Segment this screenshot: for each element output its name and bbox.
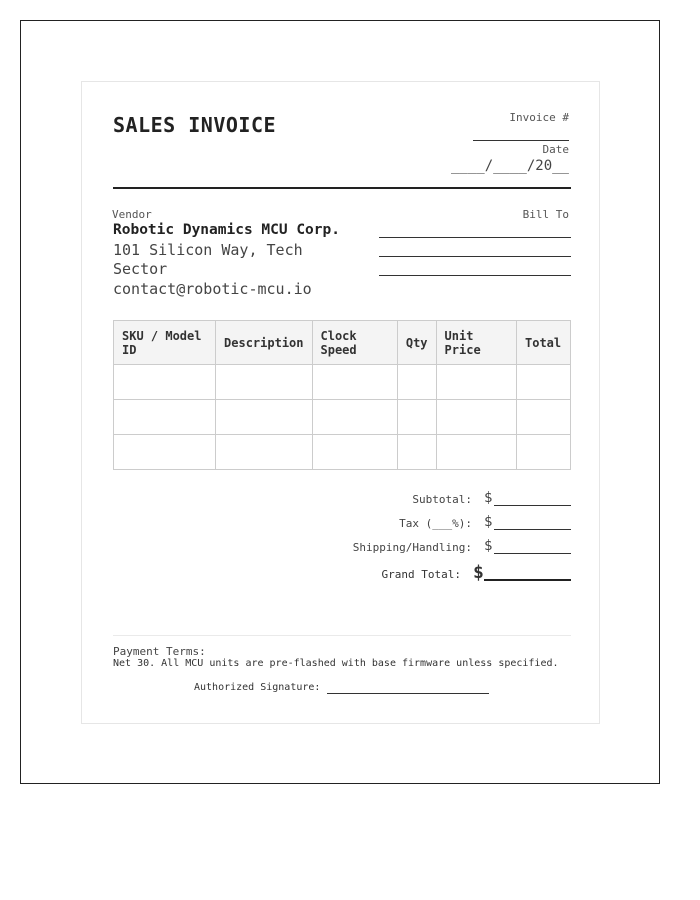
column-header-clock-speed (312, 321, 397, 365)
table-header-row (114, 321, 571, 365)
column-header-description (216, 321, 312, 365)
table-cell[interactable] (312, 365, 397, 400)
bill-to-label: Bill To (522, 208, 569, 221)
signature-label: Authorized Signature: (194, 682, 321, 693)
date-field[interactable]: ____/____/20__ (450, 158, 569, 174)
header-line: Clock (320, 328, 357, 343)
table-cell[interactable] (436, 365, 516, 400)
payment-terms-text: Net 30. All MCU units are pre-flashed with base firmware unless specified. (113, 658, 559, 669)
bill-to-field[interactable] (379, 256, 571, 257)
header-line: Speed (320, 342, 357, 357)
header-line: Total (525, 335, 562, 350)
table-row (114, 400, 571, 435)
dollar-sign: $ (473, 562, 484, 583)
line-items-table (113, 320, 571, 470)
vendor-name: Robotic Dynamics MCU Corp. (113, 222, 340, 238)
invoice-sheet (81, 81, 600, 724)
signature-field[interactable] (327, 693, 489, 694)
vendor-address-line: Sector (113, 260, 168, 278)
date-label: Date (542, 143, 569, 156)
table-cell[interactable] (517, 400, 571, 435)
grand-total-field[interactable] (484, 579, 571, 581)
footer-divider (113, 635, 571, 636)
table-cell[interactable] (517, 365, 571, 400)
table-cell[interactable] (436, 400, 516, 435)
payment-terms-label: Payment Terms: (113, 645, 206, 658)
table-cell[interactable] (397, 400, 436, 435)
bill-to-field[interactable] (379, 275, 571, 276)
shipping-label: Shipping/Handling: (352, 541, 472, 554)
column-header-total (517, 321, 571, 365)
dollar-sign: $ (484, 490, 493, 506)
header-line: Qty (405, 335, 428, 350)
invoice-number-field[interactable] (473, 140, 569, 141)
shipping-field[interactable] (494, 553, 571, 554)
dollar-sign: $ (484, 538, 493, 554)
table-cell[interactable] (397, 435, 436, 470)
subtotal-field[interactable] (494, 505, 571, 506)
grand-total-label: Grand Total: (381, 568, 461, 581)
tax-field[interactable] (494, 529, 571, 530)
header-line: Price (444, 342, 481, 357)
header-line: Unit (444, 328, 474, 343)
table-cell[interactable] (216, 365, 312, 400)
vendor-label: Vendor (112, 208, 152, 221)
subtotal-label: Subtotal: (412, 493, 472, 506)
column-header-unit-price (436, 321, 516, 365)
table-cell[interactable] (436, 435, 516, 470)
tax-label: Tax (___%): (399, 517, 472, 530)
header-line: SKU / Model (122, 328, 202, 343)
table-cell[interactable] (517, 435, 571, 470)
vendor-address-line: 101 Silicon Way, Tech (113, 241, 303, 259)
table-row (114, 365, 571, 400)
table-cell[interactable] (114, 435, 216, 470)
table-cell[interactable] (114, 365, 216, 400)
column-header-qty (397, 321, 436, 365)
invoice-title: SALES INVOICE (113, 113, 277, 137)
table-cell[interactable] (114, 400, 216, 435)
table-cell[interactable] (216, 435, 312, 470)
table-cell[interactable] (312, 400, 397, 435)
vendor-email: contact@robotic-mcu.io (113, 280, 312, 298)
column-header-sku (114, 321, 216, 365)
header-line: Description (224, 335, 304, 350)
table-cell[interactable] (397, 365, 436, 400)
table-cell[interactable] (312, 435, 397, 470)
header-divider (113, 187, 571, 189)
dollar-sign: $ (484, 514, 493, 530)
invoice-number-label: Invoice # (509, 111, 569, 124)
table-cell[interactable] (216, 400, 312, 435)
header-line: ID (122, 342, 137, 357)
bill-to-field[interactable] (379, 237, 571, 238)
table-row (114, 435, 571, 470)
